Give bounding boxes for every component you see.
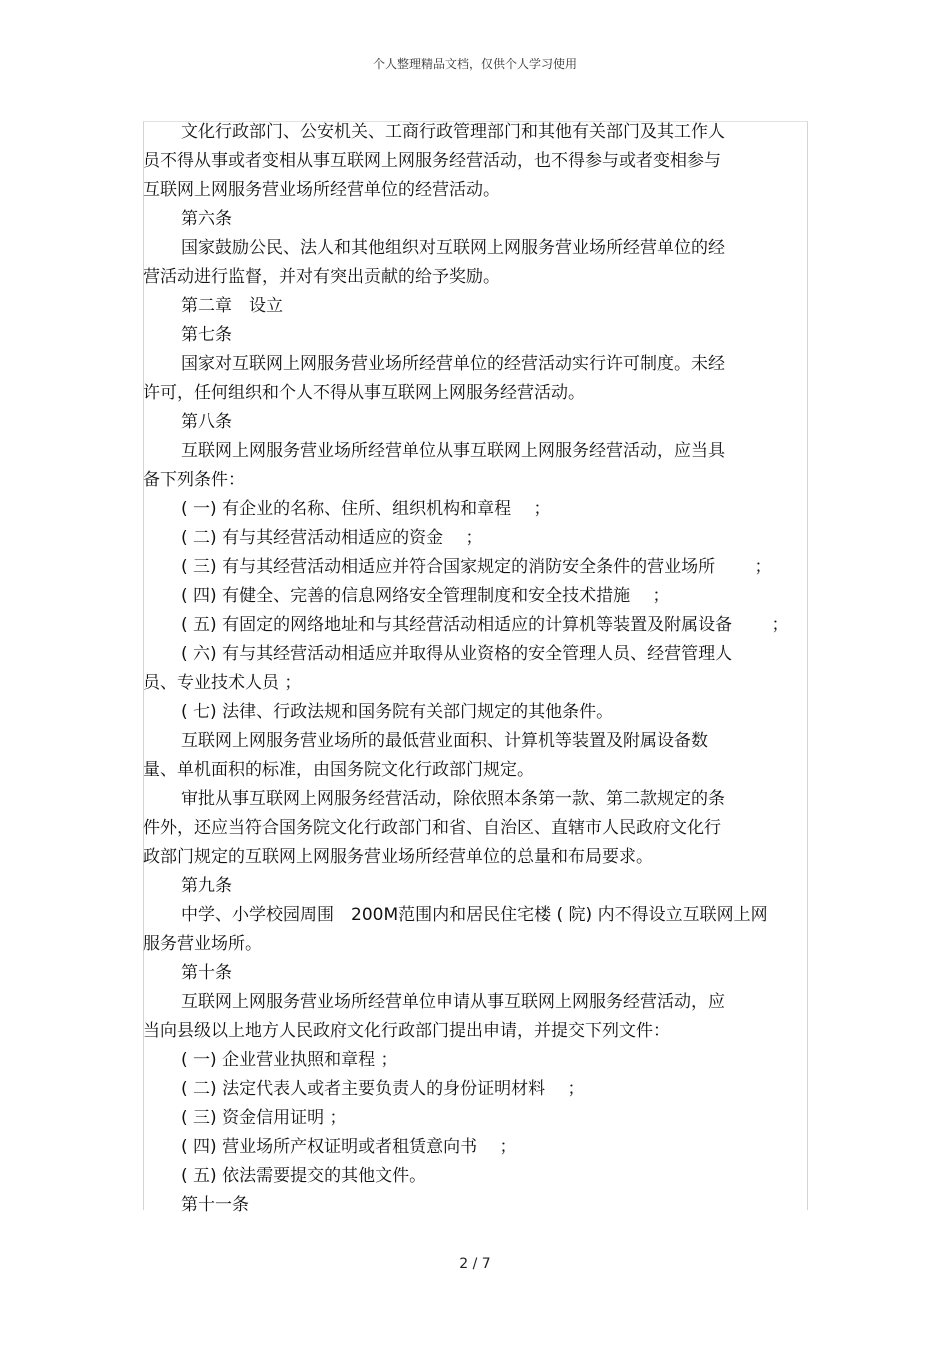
paragraph-line: 服务营业场所。	[143, 934, 262, 954]
paragraph-line: 当向县级以上地方人民政府文化行政部门提出申请，并提交下列文件：	[143, 1021, 670, 1041]
paragraph-line: 互联网上网服务营业场所经营单位的经营活动。	[143, 180, 500, 200]
paragraph-line: 中学、小学校园周围 200M范围内和居民住宅楼 ( 院) 内不得设立互联网上网	[181, 905, 768, 925]
paragraph-line: 营活动进行监督，并对有突出贡献的给予奖励。	[143, 267, 500, 287]
paragraph-line: 第十一条	[181, 1195, 249, 1215]
paragraph-line: ( 四) 有健全、完善的信息网络安全管理制度和安全技术措施 ；	[181, 586, 670, 606]
paragraph-line: 政部门规定的互联网上网服务营业场所经营单位的总量和布局要求。	[143, 847, 653, 867]
paragraph-line: 国家鼓励公民、法人和其他组织对互联网上网服务营业场所经营单位的经	[181, 238, 725, 258]
paragraph-line: 备下列条件：	[143, 470, 245, 490]
paragraph-line: 国家对互联网上网服务营业场所经营单位的经营活动实行许可制度。未经	[181, 354, 725, 374]
paragraph-line: 第八条	[181, 412, 232, 432]
paragraph-line: 员、专业技术人员 ；	[143, 673, 302, 693]
document-body	[143, 118, 843, 1220]
paragraph-line: ( 五) 依法需要提交的其他文件。	[181, 1166, 427, 1186]
paragraph-line: ( 三) 有与其经营活动相适应并符合国家规定的消防安全条件的营业场所 ；	[181, 557, 772, 577]
paragraph-line: ( 三) 资金信用证明 ；	[181, 1108, 347, 1128]
paragraph-line: ( 七) 法律、行政法规和国务院有关部门规定的其他条件。	[181, 702, 614, 722]
paragraph-line: 审批从事互联网上网服务经营活动，除依照本条第一款、第二款规定的条	[181, 789, 725, 809]
paragraph-line: ( 四) 营业场所产权证明或者租赁意向书 ；	[181, 1137, 517, 1157]
paragraph-line: ( 六) 有与其经营活动相适应并取得从业资格的安全管理人员、经营管理人	[181, 644, 733, 664]
paragraph-line: 互联网上网服务营业场所经营单位申请从事互联网上网服务经营活动，应	[181, 992, 725, 1012]
paragraph-line: ( 一) 有企业的名称、住所、组织机构和章程 ；	[181, 499, 551, 519]
paragraph-line: ( 二) 法定代表人或者主要负责人的身份证明材料 ；	[181, 1079, 585, 1099]
paragraph-line: 第六条	[181, 209, 232, 229]
paragraph-line: 第九条	[181, 876, 232, 896]
paragraph-line: 许可，任何组织和个人不得从事互联网上网服务经营活动。	[143, 383, 585, 403]
paragraph-line: ( 五) 有固定的网络地址和与其经营活动相适应的计算机等装置及附属设备 ；	[181, 615, 789, 635]
page-header: 个人整理精品文档，仅供个人学习使用	[372, 57, 577, 71]
paragraph-line: 文化行政部门、公安机关、工商行政管理部门和其他有关部门及其工作人	[181, 122, 725, 142]
paragraph-line: 互联网上网服务营业场所的最低营业面积、计算机等装置及附属设备数	[181, 731, 708, 751]
paragraph-line: ( 二) 有与其经营活动相适应的资金 ；	[181, 528, 483, 548]
paragraph-line: 件外，还应当符合国务院文化行政部门和省、自治区、直辖市人民政府文化行	[143, 818, 721, 838]
paragraph-line: 第十条	[181, 963, 232, 983]
paragraph-line: 量、单机面积的标准，由国务院文化行政部门规定。	[143, 760, 534, 780]
paragraph-line: ( 一) 企业营业执照和章程 ；	[181, 1050, 398, 1070]
page-number: 2 / 7	[459, 1256, 491, 1272]
paragraph-line: 第七条	[181, 325, 232, 345]
paragraph-line: 第二章 设立	[181, 296, 283, 316]
paragraph-line: 互联网上网服务营业场所经营单位从事互联网上网服务经营活动，应当具	[181, 441, 725, 461]
paragraph-line: 员不得从事或者变相从事互联网上网服务经营活动，也不得参与或者变相参与	[143, 151, 721, 171]
